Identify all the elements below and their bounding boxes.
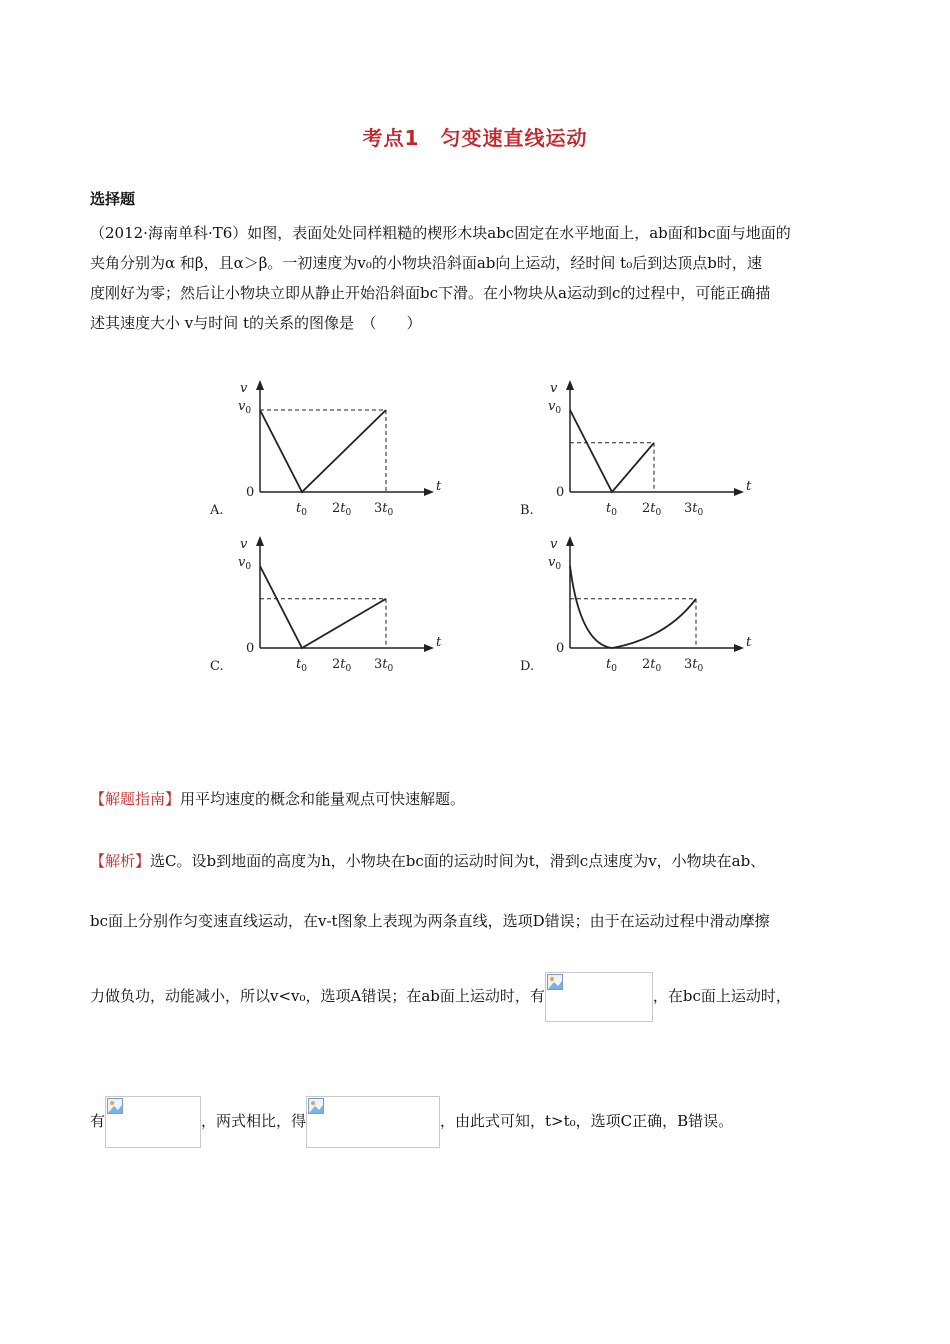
- y-axis-arrow: [256, 536, 264, 546]
- vt-line: [260, 410, 386, 492]
- analysis-line-3: [90, 972, 862, 1022]
- analysis-line-1: [90, 850, 862, 871]
- analysis-line-2: bc面上分别作匀变速直线运动，在v-t图象上表现为两条直线，选项D错误；由于在运动过程中滑动摩擦: [90, 912, 770, 930]
- v0-tick-label: $v_0$: [238, 399, 252, 416]
- x-axis-label: t: [746, 479, 752, 494]
- origin-label: 0: [246, 485, 255, 500]
- v0-tick-label: $v_0$: [548, 555, 562, 572]
- x-tick-label: $3t_0$: [374, 657, 394, 674]
- vt-curve: [570, 566, 696, 648]
- x-axis-arrow: [424, 488, 434, 496]
- broken-image-icon: [308, 1098, 324, 1114]
- question-text: [90, 218, 862, 338]
- origin-label: 0: [246, 641, 255, 656]
- question-line: 述其速度大小 v与时间 t的关系的图像是 （ ）: [90, 314, 422, 332]
- section-label: 选择题: [90, 190, 136, 208]
- question-line: 度刚好为零；然后让小物块立即从静止开始沿斜面bc下滑。在小物块从a运动到c的过程中，可能正确描: [90, 284, 771, 302]
- page-title: 考点1 匀变速直线运动: [362, 126, 588, 150]
- analysis-text: ，由此式可知，t>t₀，选项C正确，B错误。: [440, 1112, 734, 1130]
- formula-image-placeholder: [105, 1096, 201, 1148]
- x-axis-label: t: [746, 635, 752, 650]
- y-axis-arrow: [566, 536, 574, 546]
- y-axis-arrow: [566, 380, 574, 390]
- broken-image-icon: [107, 1098, 123, 1114]
- x-axis-label: t: [436, 635, 442, 650]
- v0-tick-label: $v_0$: [238, 555, 252, 572]
- x-tick-label: $3t_0$: [684, 657, 704, 674]
- x-tick-label: $t_0$: [606, 501, 617, 518]
- x-tick-label: $t_0$: [606, 657, 617, 674]
- y-axis-label: v: [240, 537, 248, 552]
- x-axis-arrow: [734, 488, 744, 496]
- question-line: 夹角分别为α 和β，且α＞β。一初速度为v₀的小物块沿斜面ab向上运动，经时间 t₀后到达顶点b时，速: [90, 254, 762, 272]
- question-line: （2012·海南单科·T6）如图，表面处处同样粗糙的楔形木块abc固定在水平地面上，ab面和bc面与地面的: [90, 224, 791, 242]
- analysis-text: 有: [90, 1112, 106, 1130]
- option-label: C.: [210, 659, 224, 674]
- x-tick-label: $t_0$: [296, 501, 307, 518]
- x-tick-label: $2t_0$: [332, 501, 352, 518]
- x-tick-label: $2t_0$: [642, 501, 662, 518]
- option-label: B.: [520, 503, 534, 518]
- analysis-text: 力做负功，动能减小，所以v<v₀，选项A错误；在ab面上运动时，有: [90, 987, 545, 1005]
- y-axis-label: v: [550, 381, 558, 396]
- option-label: D.: [520, 659, 535, 674]
- guide-paragraph: [90, 788, 465, 809]
- y-axis-arrow: [256, 380, 264, 390]
- formula-image-placeholder: [306, 1096, 440, 1148]
- x-tick-label: $3t_0$: [374, 501, 394, 518]
- guide-tag: 【解题指南】: [90, 790, 181, 808]
- formula-image-placeholder: [545, 972, 653, 1022]
- origin-label: 0: [556, 485, 565, 500]
- x-tick-label: $t_0$: [296, 657, 307, 674]
- x-tick-label: $2t_0$: [642, 657, 662, 674]
- origin-label: 0: [556, 641, 565, 656]
- option-label: A.: [210, 503, 224, 518]
- broken-image-icon: [547, 974, 563, 990]
- x-axis-arrow: [734, 644, 744, 652]
- analysis-text: ，两式相比，得: [201, 1112, 307, 1130]
- vt-graphs-svg: [198, 376, 758, 686]
- analysis-text: ，在bc面上运动时，: [652, 987, 791, 1005]
- x-tick-label: $3t_0$: [684, 501, 704, 518]
- analysis-line-4: [90, 1096, 862, 1148]
- analysis-text: 选C。设b到地面的高度为h，小物块在bc面的运动时间为t，滑到c点速度为v，小物块在ab、: [150, 852, 766, 870]
- v0-tick-label: $v_0$: [548, 399, 562, 416]
- vt-graphs-figure: [198, 376, 758, 686]
- analysis-tag: 【解析】: [90, 852, 151, 870]
- vt-line: [570, 410, 654, 492]
- x-axis-arrow: [424, 644, 434, 652]
- y-axis-label: v: [550, 537, 558, 552]
- x-tick-label: $2t_0$: [332, 657, 352, 674]
- guide-text: 用平均速度的概念和能量观点可快速解题。: [180, 790, 466, 808]
- x-axis-label: t: [436, 479, 442, 494]
- y-axis-label: v: [240, 381, 248, 396]
- vt-line: [260, 566, 386, 648]
